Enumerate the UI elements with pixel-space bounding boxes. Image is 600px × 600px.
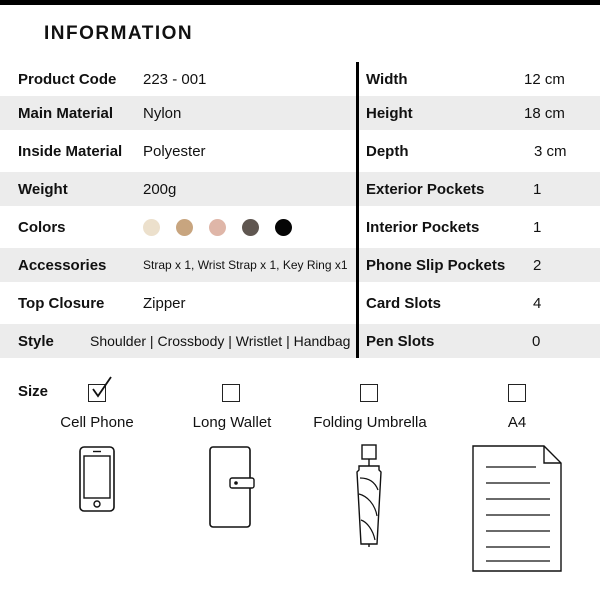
spec-label-weight: Weight <box>18 180 68 198</box>
a4-paper-icon <box>472 445 562 572</box>
spec-label-height: Height <box>366 104 413 122</box>
spec-value-pen-slots: 0 <box>532 332 541 350</box>
spec-label-interior-pockets: Interior Pockets <box>366 218 480 236</box>
spec-label-inside-material: Inside Material <box>18 142 123 160</box>
spec-value-width: 12 cm <box>524 70 565 88</box>
spec-label-phone-slip-pockets: Phone Slip Pockets <box>366 256 506 274</box>
top-border-bar <box>0 0 600 5</box>
spec-label-depth: Depth <box>366 142 409 160</box>
long-wallet-icon <box>209 446 255 528</box>
cell-phone-icon <box>79 446 115 512</box>
spec-label-accessories: Accessories <box>18 256 107 274</box>
size-checkbox-cell-phone[interactable] <box>88 384 106 402</box>
spec-value-main-material: Nylon <box>143 104 182 122</box>
color-swatch-cream[interactable] <box>143 219 160 236</box>
size-name-long-wallet: Long Wallet <box>192 414 272 431</box>
size-checkbox-folding-umbrella[interactable] <box>360 384 378 402</box>
spec-value-weight: 200g <box>143 180 177 198</box>
section-title: INFORMATION <box>44 23 194 44</box>
size-checkbox-long-wallet[interactable] <box>222 384 240 402</box>
spec-row <box>0 324 600 358</box>
spec-row <box>0 206 600 248</box>
spec-label-exterior-pockets: Exterior Pockets <box>366 180 485 198</box>
spec-value-card-slots: 4 <box>533 294 542 312</box>
size-name-folding-umbrella: Folding Umbrella <box>313 414 427 431</box>
spec-label-main-material: Main Material <box>18 104 114 122</box>
spec-label-top-closure: Top Closure <box>18 294 105 312</box>
color-swatch-black[interactable] <box>275 219 292 236</box>
spec-row <box>0 282 600 324</box>
spec-row <box>0 62 600 96</box>
color-swatches <box>143 206 308 248</box>
size-label: Size <box>18 383 49 400</box>
spec-value-accessories: Strap x 1, Wrist Strap x 1, Key Ring x1 <box>143 258 348 272</box>
spec-value-exterior-pockets: 1 <box>533 180 542 198</box>
spec-label-product-code: Product Code <box>18 70 117 88</box>
spec-value-inside-material: Polyester <box>143 142 206 160</box>
spec-table <box>0 62 600 358</box>
color-swatch-taupe[interactable] <box>242 219 259 236</box>
spec-label-width: Width <box>366 70 408 88</box>
size-name-a4: A4 <box>507 414 527 431</box>
spec-value-phone-slip-pockets: 2 <box>533 256 542 274</box>
spec-value-height: 18 cm <box>524 104 565 122</box>
spec-row <box>0 96 600 130</box>
spec-label-colors: Colors <box>18 218 66 236</box>
spec-value-product-code: 223 - 001 <box>143 70 207 88</box>
color-swatch-blush[interactable] <box>209 219 226 236</box>
spec-value-depth: 3 cm <box>534 142 567 160</box>
size-name-cell-phone: Cell Phone <box>60 414 134 431</box>
spec-label-style: Style <box>18 332 54 350</box>
size-checkbox-a4[interactable] <box>508 384 526 402</box>
spec-row <box>0 130 600 172</box>
folding-umbrella-icon <box>351 444 387 548</box>
spec-value-top-closure: Zipper <box>143 294 186 312</box>
spec-value-interior-pockets: 1 <box>533 218 542 236</box>
spec-row <box>0 248 600 282</box>
spec-label-card-slots: Card Slots <box>366 294 442 312</box>
spec-value-style: Shoulder | Crossbody | Wristlet | Handbag <box>90 333 351 349</box>
color-swatch-tan[interactable] <box>176 219 193 236</box>
checkmark-icon <box>87 375 115 401</box>
spec-row <box>0 172 600 206</box>
spec-label-pen-slots: Pen Slots <box>366 332 435 350</box>
column-divider <box>356 62 359 358</box>
